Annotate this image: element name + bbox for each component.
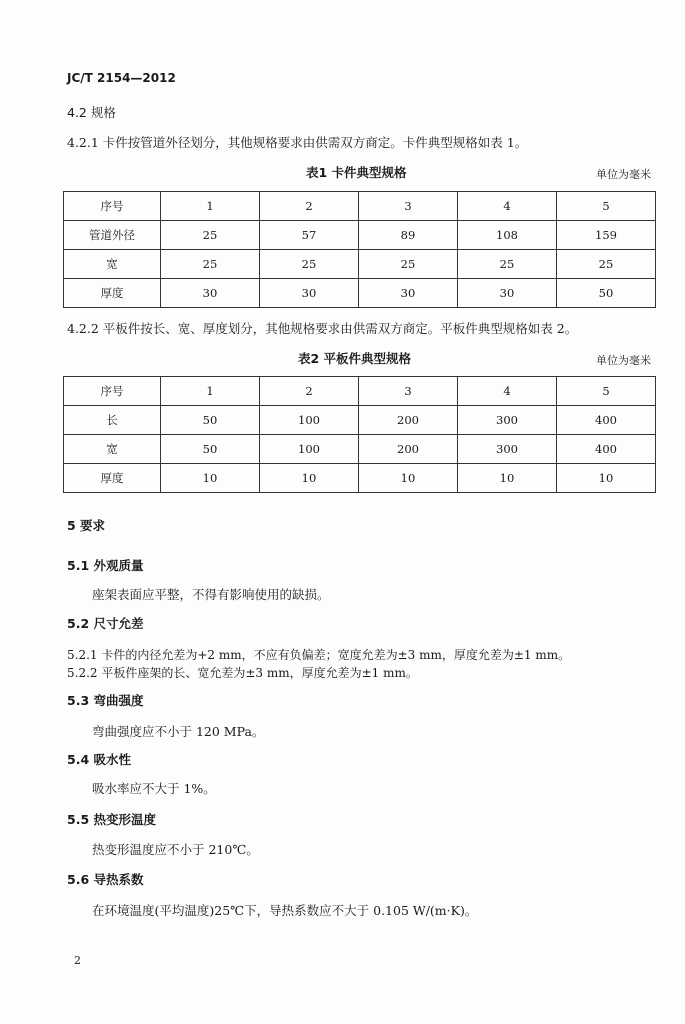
row-header-cell: 宽 bbox=[64, 250, 161, 279]
table-row bbox=[64, 279, 656, 308]
table-cell: 4 bbox=[458, 377, 557, 406]
table-row bbox=[64, 377, 656, 406]
table-row bbox=[64, 435, 656, 464]
row-header-cell: 长 bbox=[64, 406, 161, 435]
table-cell: 2 bbox=[260, 377, 359, 406]
row-header-cell: 管道外径 bbox=[64, 221, 161, 250]
table-cell: 10 bbox=[260, 464, 359, 493]
table-cell: 5 bbox=[557, 192, 656, 221]
table2-caption: 表2 平板件典型规格 bbox=[298, 351, 412, 366]
table1-unit: 单位为毫米 bbox=[596, 168, 651, 181]
section-5-4-heading: 5.4 吸水性 bbox=[67, 752, 131, 767]
section-4-2-heading: 4.2 规格 bbox=[67, 105, 116, 120]
row-header-cell: 序号 bbox=[64, 377, 161, 406]
section-5-3-text: 弯曲强度应不小于 120 MPa。 bbox=[92, 724, 265, 739]
row-header-cell: 厚度 bbox=[64, 464, 161, 493]
table-cell: 108 bbox=[458, 221, 557, 250]
table-cell: 5 bbox=[557, 377, 656, 406]
table-cell: 50 bbox=[557, 279, 656, 308]
table-cell: 25 bbox=[359, 250, 458, 279]
section-5-5-heading: 5.5 热变形温度 bbox=[67, 812, 156, 827]
section-5-6-heading: 5.6 导热系数 bbox=[67, 872, 144, 887]
table-cell: 1 bbox=[161, 192, 260, 221]
table-row bbox=[64, 250, 656, 279]
table-cell: 3 bbox=[359, 377, 458, 406]
table-cell: 30 bbox=[260, 279, 359, 308]
table-cell: 25 bbox=[557, 250, 656, 279]
section-5-3-heading: 5.3 弯曲强度 bbox=[67, 693, 144, 708]
section-5-1-text: 座架表面应平整，不得有影响使用的缺损。 bbox=[92, 587, 330, 602]
table-row bbox=[64, 221, 656, 250]
table-cell: 30 bbox=[161, 279, 260, 308]
table-cell: 400 bbox=[557, 406, 656, 435]
table-cell: 30 bbox=[458, 279, 557, 308]
table-cell: 25 bbox=[260, 250, 359, 279]
table1-caption: 表1 卡件典型规格 bbox=[306, 165, 407, 180]
table-cell: 50 bbox=[161, 406, 260, 435]
row-header-cell: 序号 bbox=[64, 192, 161, 221]
clause-5-2-2: 5.2.2 平板件座架的长、宽允差为±3 mm，厚度允差为±1 mm。 bbox=[67, 666, 418, 680]
table-row bbox=[64, 464, 656, 493]
section-5-heading: 5 要求 bbox=[67, 518, 106, 533]
table-cell: 300 bbox=[458, 406, 557, 435]
table-cell: 100 bbox=[260, 435, 359, 464]
clause-4-2-2: 4.2.2 平板件按长、宽、厚度划分，其他规格要求由供需双方商定。平板件典型规格如表 2。 bbox=[67, 321, 578, 336]
table-cell: 4 bbox=[458, 192, 557, 221]
table-cell: 10 bbox=[161, 464, 260, 493]
section-5-2-heading: 5.2 尺寸允差 bbox=[67, 616, 144, 631]
table-cell: 300 bbox=[458, 435, 557, 464]
section-5-4-text: 吸水率应不大于 1%。 bbox=[92, 781, 216, 796]
table-cell: 1 bbox=[161, 377, 260, 406]
table-cell: 10 bbox=[458, 464, 557, 493]
table2-unit: 单位为毫米 bbox=[596, 354, 651, 367]
table1-typical-clamp-specs bbox=[63, 191, 656, 308]
table-cell: 3 bbox=[359, 192, 458, 221]
clause-5-2-1: 5.2.1 卡件的内径允差为+2 mm，不应有负偏差；宽度允差为±3 mm，厚度允差为±1 mm。 bbox=[67, 648, 571, 662]
table-cell: 159 bbox=[557, 221, 656, 250]
table-cell: 200 bbox=[359, 406, 458, 435]
table-cell: 25 bbox=[161, 250, 260, 279]
page-number: 2 bbox=[74, 954, 81, 967]
table-cell: 10 bbox=[359, 464, 458, 493]
row-header-cell: 宽 bbox=[64, 435, 161, 464]
table-cell: 25 bbox=[161, 221, 260, 250]
table-cell: 10 bbox=[557, 464, 656, 493]
section-5-1-heading: 5.1 外观质量 bbox=[67, 558, 144, 573]
document-code: JC/T 2154—2012 bbox=[67, 71, 176, 85]
table-cell: 100 bbox=[260, 406, 359, 435]
table2-typical-plate-specs bbox=[63, 376, 656, 493]
table-cell: 50 bbox=[161, 435, 260, 464]
section-5-6-text: 在环境温度(平均温度)25℃下，导热系数应不大于 0.105 W/(m·K)。 bbox=[92, 903, 478, 918]
table-cell: 400 bbox=[557, 435, 656, 464]
table-cell: 2 bbox=[260, 192, 359, 221]
table-cell: 25 bbox=[458, 250, 557, 279]
table-row bbox=[64, 192, 656, 221]
section-5-5-text: 热变形温度应不小于 210℃。 bbox=[92, 842, 259, 857]
table-cell: 30 bbox=[359, 279, 458, 308]
table-cell: 57 bbox=[260, 221, 359, 250]
table-cell: 89 bbox=[359, 221, 458, 250]
table-cell: 200 bbox=[359, 435, 458, 464]
table-row bbox=[64, 406, 656, 435]
row-header-cell: 厚度 bbox=[64, 279, 161, 308]
clause-4-2-1: 4.2.1 卡件按管道外径划分，其他规格要求由供需双方商定。卡件典型规格如表 1。 bbox=[67, 135, 528, 150]
